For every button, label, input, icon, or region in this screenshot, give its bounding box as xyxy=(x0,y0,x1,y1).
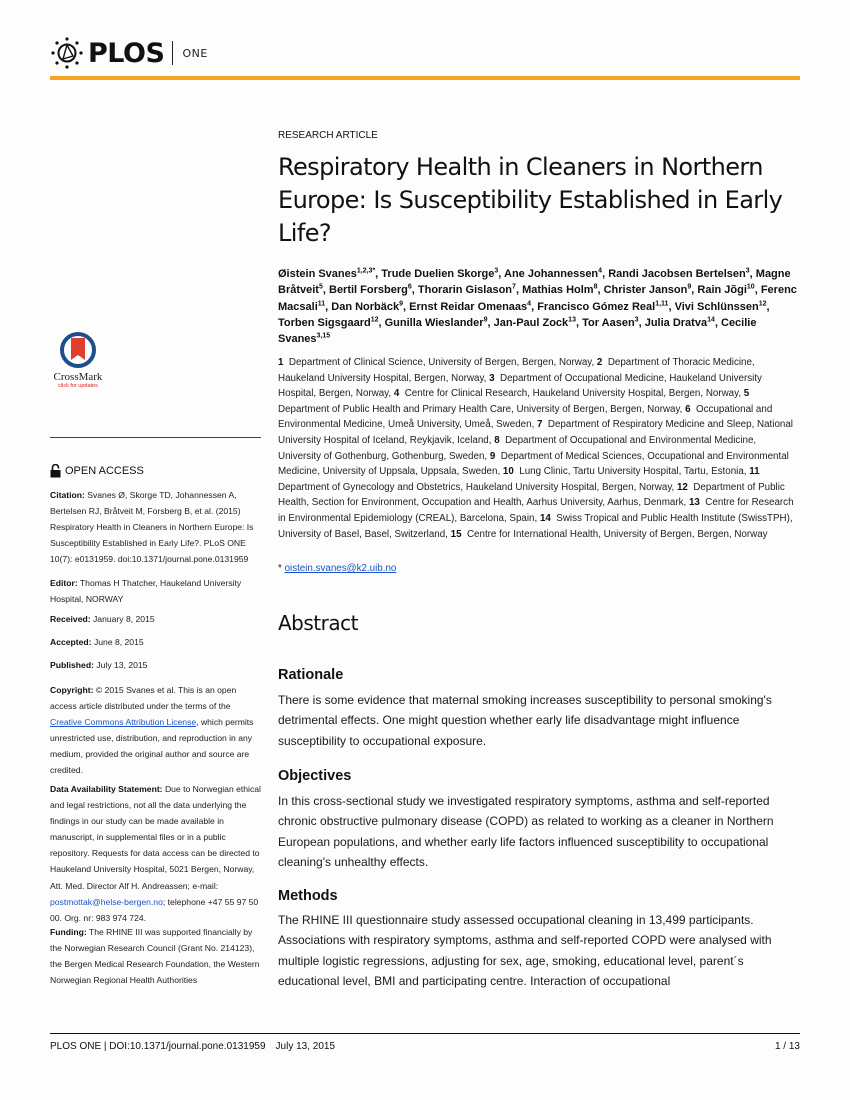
crossmark-icon xyxy=(60,330,96,370)
copyright-text: © 2015 Svanes et al. This is an open access article distributed under the terms of the xyxy=(50,685,237,712)
affiliation-number: 10 xyxy=(502,466,514,478)
data-availability-text-after: ; telephone +47 55 97 50 00. Org. nr: 983 974 724. xyxy=(50,896,259,923)
crossmark-title: CrossMark xyxy=(53,371,103,383)
affiliation-number: 9 xyxy=(489,450,496,462)
affiliation: 15 Centre for International Health, University of Bergen, Bergen, Norway xyxy=(450,528,768,540)
author-affiliation-ref: 13 xyxy=(568,316,576,324)
affiliation-list: 1 Department of Clinical Science, University of Bergen, Bergen, Norway, 2 Department of Thoracic Medicine, Haukeland University Hospital, Bergen, Norway, 3 Department of Occupational Medicine, Haukeland University Hospital, Bergen, Norway, 4 Centre for Clinical Research, Haukeland University Hospital, Bergen, Norway, 5 Department of Public Health and Primary Health Care, University of Bergen, Bergen, Norway, 6 Occupational and Environmental Medicine, Umeå University, Umeå, Sweden, 7 Department of Respiratory Medicine and Sleep, National University Hospital of Iceland, Reykjavik, Iceland, 8 Department of Occupational and Environmental Medicine, University of Gothenburg, Gothenburg, Sweden, 9 Department of Medical Sciences, Occupational and Environmental Medicine, University of Uppsala, Uppsala, Sweden, 10 Lung Clinic, Tartu University Hospital, Tartu, Estonia, 11 Department of Gynecology and Obstetrics, Haukeland University Hospital, Bergen, Norway, 12 Department of Public Health, Section for Environment, Occupation and Health, Aarhus University, Aarhus, Denmark, 13 Centre for Research in Environmental Epidemiology (CREAL), Barcelona, Spain, 14 Swiss Tropical and Public Health Institute (SwissTPH), University of Basel, Basel, Switzerland, 15 Centre for International Health, University of Bergen, Bergen, Norway xyxy=(278,357,794,540)
author: Magne Bråtveit$^5$ xyxy=(278,268,791,297)
citation-text: Svanes Ø, Skorge TD, Johannessen A, Bertelsen RJ, Bråtveit M, Forsberg B, et al. (2015) Respiratory Health in Cleaners in Northern Europe: Is Susceptibility Established in Early Life?. PLoS ONE 10(7): e0131959. doi:10.1371/journal.pone.0131959 xyxy=(50,490,254,565)
plos-logo-icon xyxy=(50,36,84,70)
affiliation-number: 5 xyxy=(743,388,750,400)
copyright-label: Copyright: xyxy=(50,685,94,695)
data-availability-block xyxy=(50,781,261,926)
affiliation-number: 7 xyxy=(537,419,543,431)
copyright-block xyxy=(50,682,261,779)
author-affiliation-ref: 8 xyxy=(593,283,598,291)
author-affiliation-ref: 6 xyxy=(407,283,412,291)
citation-label: Citation: xyxy=(50,490,85,500)
section-text-objectives: In this cross-sectional study we investigated respiratory symptoms, asthma and self-reported chronic obstructive pulmonary disease (COPD) as related to working as a cleaner in Northern European populations, and whether early life factors influenced susceptibility to occupational cleaning's unhealthy effects. xyxy=(278,794,774,870)
author-affiliation-ref: 14 xyxy=(707,316,715,324)
section-heading-objectives: Objectives xyxy=(278,768,352,784)
section-text-methods: The RHINE III questionnaire study assessed occupational cleaning in 13,499 participants. Associations with respiratory symptoms, asthma and self-reported COPD were analysed with multiple logistic regressions, adjusting for sex, age, smoking, educational level, parent´s educational level, BMI and participating centre. Interaction of occupational xyxy=(278,913,772,989)
journal-sub-text: ONE xyxy=(182,46,208,60)
sidebar-divider xyxy=(50,437,261,438)
affiliation: 9 Department of Medical Sciences, Occupational and Environmental Medicine, University of Uppsala, Uppsala, Sweden xyxy=(278,450,789,478)
funding-block xyxy=(50,924,261,988)
author: Torben Sigsgaard$^{12}$ xyxy=(278,316,379,329)
author-affiliation-ref: 5 xyxy=(318,283,323,291)
author: Ferenc Macsali$^{11}$ xyxy=(278,284,797,313)
affiliation-number: 13 xyxy=(688,497,700,509)
received-label: Received: xyxy=(50,614,91,624)
author-affiliation-ref: 3,15 xyxy=(316,332,331,340)
author-affiliation-ref: 3 xyxy=(494,267,499,275)
author: Julia Dratva$^{14}$ xyxy=(644,316,715,329)
affiliation-number: 14 xyxy=(539,512,551,524)
affiliation: 11 Department of Gynecology and Obstetrics, Haukeland University Hospital, Bergen, Norway xyxy=(278,466,763,493)
open-access-badge xyxy=(50,463,144,479)
author: Ane Johannessen$^4$ xyxy=(504,267,603,280)
footer-date: July 13, 2015 xyxy=(275,1041,336,1052)
author: Vivi Schlünssen$^{12}$ xyxy=(674,299,767,313)
funding-text: The RHINE III was supported financially by the Norwegian Research Council (Grant No. 214123), the Bergen Medical Research Foundation, the Western Norwegian Regional Health Authorities xyxy=(50,927,260,986)
data-availability-text: Due to Norwegian ethical and legal restrictions, not all the data underlying the findings in our study can be made available in manuscript, in supplemental files or in a public repository. Requests for data access can be directed to Haukeland University Hospital, 5021 Bergen, Norway, Att. Med. Director Alf H. Andreassen; e-mail: xyxy=(50,784,261,891)
author-affiliation-ref: 9 xyxy=(483,316,488,324)
author: Trude Duelien Skorge$^3$ xyxy=(381,267,499,280)
author-affiliation-ref: 7 xyxy=(512,283,516,291)
accepted-date: June 8, 2015 xyxy=(93,637,144,647)
section-text-rationale: There is some evidence that maternal smoking increases susceptibility to personal smoking's detrimental effects. One might question whether early life disadvantage might influence susceptibility to occupational exposure. xyxy=(278,693,772,748)
open-lock-icon xyxy=(50,464,61,478)
author: Øistein Svanes$^{1,2,3*}$ xyxy=(278,267,376,280)
affiliation-number: 11 xyxy=(749,466,760,478)
abstract-heading: Abstract xyxy=(278,611,358,635)
journal-header xyxy=(50,35,208,71)
author-affiliation-ref: 4 xyxy=(598,267,603,275)
author-affiliation-ref: 3 xyxy=(634,316,639,324)
editor-text: Thomas H Thatcher, Haukeland University Hospital, NORWAY xyxy=(50,578,242,605)
affiliation-number: 2 xyxy=(596,357,603,368)
affiliation: 14 Swiss Tropical and Public Health Institute (SwissTPH), University of Basel, Basel, Switzerland xyxy=(278,512,793,540)
author-affiliation-ref: 10 xyxy=(746,283,755,291)
affiliation-number: 6 xyxy=(685,403,691,415)
published-label: Published: xyxy=(50,660,94,670)
author-affiliation-ref: 11 xyxy=(317,299,326,307)
affiliation: 6 Occupational and Environmental Medicine, Umeå University, Umeå, Sweden xyxy=(278,403,773,431)
accepted-block xyxy=(50,634,261,650)
author-affiliation-ref: 9 xyxy=(687,283,692,291)
affiliation-number: 12 xyxy=(676,481,688,493)
license-link[interactable]: Creative Commons Attribution License xyxy=(50,717,197,728)
author: Cecilie Svanes$^{3,15}$ xyxy=(278,316,757,346)
data-availability-label: Data Availability Statement: xyxy=(50,784,163,794)
header-accent-rule xyxy=(50,76,800,80)
author: Thorarin Gislason$^7$ xyxy=(417,283,516,297)
affiliation-number: 8 xyxy=(494,434,500,446)
author: Mathias Holm$^8$ xyxy=(522,283,598,297)
crossmark-badge[interactable] xyxy=(50,330,106,390)
received-date: January 8, 2015 xyxy=(93,614,155,624)
editor-label: Editor: xyxy=(50,578,78,588)
published-date: July 13, 2015 xyxy=(96,660,148,670)
author: Rain Jõgi$^{10}$ xyxy=(697,283,755,297)
footer-citation xyxy=(50,1041,335,1052)
author: Bertil Forsberg$^6$ xyxy=(329,283,412,297)
affiliation-number: 4 xyxy=(393,388,400,400)
logo-divider xyxy=(172,41,173,65)
funding-label: Funding: xyxy=(50,927,87,937)
copyright-text-after: , which permits unrestricted use, distribution, and reproduction in any medium, provided the original author and source are credited. xyxy=(50,717,254,776)
section-heading-rationale: Rationale xyxy=(278,667,344,683)
author-affiliation-ref: 4 xyxy=(527,299,532,307)
author: Randi Jacobsen Bertelsen$^3$ xyxy=(608,267,750,280)
affiliation: 1 Department of Clinical Science, University of Bergen, Bergen, Norway xyxy=(278,357,592,368)
crossmark-subtitle: click for updates xyxy=(58,383,98,389)
author: Tor Aasen$^3$ xyxy=(582,316,639,329)
affiliation: 8 Department of Occupational and Environmental Medicine, University of Gothenburg, Gothenburg, Sweden xyxy=(278,434,757,462)
affiliation-number: 1 xyxy=(278,357,284,368)
author: Jan-Paul Zock$^{13}$ xyxy=(493,316,576,329)
open-access-label: OPEN ACCESS xyxy=(65,465,144,477)
journal-logo-text: PLOS xyxy=(88,37,165,69)
footer-rule xyxy=(50,1033,800,1034)
affiliation: 10 Lung Clinic, Tartu University Hospital, Tartu, Estonia xyxy=(502,466,744,478)
affiliation: 2 Department of Thoracic Medicine, Haukeland University Hospital, Bergen, Norway xyxy=(278,357,755,384)
author-affiliation-ref: 12 xyxy=(758,299,767,307)
editor-block xyxy=(50,575,261,607)
affiliation: 4 Centre for Clinical Research, Haukeland University Hospital, Bergen, Norway xyxy=(393,388,739,400)
affiliation-number: 15 xyxy=(450,528,462,540)
author: Gunilla Wieslander$^9$ xyxy=(384,316,488,329)
article-type: RESEARCH ARTICLE xyxy=(278,130,378,141)
affiliation: 7 Department of Respiratory Medicine and Sleep, National University Hospital of Iceland, Reykjavik, Iceland xyxy=(278,419,793,446)
author-list: Øistein Svanes$^{1,2,3*}$, Trude Duelien Skorge$^3$, Ane Johannessen$^4$, Randi Jacobsen Bertelsen$^3$, Magne Bråtveit$^5$, Bertil Forsberg$^6$, Thorarin Gislason$^7$, Mathias Holm$^8$, Christer Janson$^9$, Rain Jõgi$^{10}$, Ferenc Macsali$^{11}$, Dan Norbäck$^9$, Ernst Reidar Omenaas$^4$, Francisco Gómez Real$^{1,11}$, Vivi Schlünssen$^{12}$, Torben Sigsgaard$^{12}$, Gunilla Wieslander$^9$, Jan-Paul Zock$^{13}$, Tor Aasen$^3$, Julia Dratva$^{14}$, Cecilie Svanes$^{3,15}$ xyxy=(278,267,797,346)
affiliation: 5 Department of Public Health and Primary Health Care, University of Bergen, Bergen, Norway xyxy=(278,388,752,415)
author: Francisco Gómez Real$^{1,11}$ xyxy=(537,299,669,313)
footer-journal-doi: PLOS ONE | DOI:10.1371/journal.pone.0131959 xyxy=(50,1041,266,1052)
affiliation: 12 Department of Public Health, Section for Environment, Occupation and Health, Aarhus University, Aarhus, Denmark xyxy=(278,481,785,509)
affiliation-number: 3 xyxy=(489,372,495,384)
author: Dan Norbäck$^9$ xyxy=(331,299,404,313)
corresponding-email-link[interactable]: oistein.svanes@k2.uib.no xyxy=(284,563,397,574)
corresponding-marker: * xyxy=(278,563,282,574)
section-heading-methods: Methods xyxy=(278,888,338,904)
citation-block xyxy=(50,487,261,567)
corresponding-author xyxy=(278,563,396,574)
accepted-label: Accepted: xyxy=(50,637,92,647)
affiliation: 13 Centre for Research in Environmental Epidemiology (CREAL), Barcelona, Spain xyxy=(278,497,794,524)
article-title: Respiratory Health in Cleaners in Northern Europe: Is Susceptibility Established in Early Life? xyxy=(278,153,783,247)
received-block xyxy=(50,611,261,627)
published-block xyxy=(50,657,261,673)
affiliation: 3 Department of Occupational Medicine, Haukeland University Hospital, Bergen, Norway xyxy=(278,372,762,400)
page-number: 1 / 13 xyxy=(774,1041,800,1052)
author: Christer Janson$^9$ xyxy=(603,283,692,297)
author-affiliation-ref: 1,11 xyxy=(655,299,669,307)
author-affiliation-ref: 3 xyxy=(745,267,750,275)
data-access-email-link[interactable]: postmottak@helse-bergen.no xyxy=(50,896,163,907)
author: Ernst Reidar Omenaas$^4$ xyxy=(409,299,532,313)
author-affiliation-ref: 1,2,3* xyxy=(356,267,376,275)
author-affiliation-ref: 12 xyxy=(370,316,379,324)
author-affiliation-ref: 9 xyxy=(399,299,404,307)
